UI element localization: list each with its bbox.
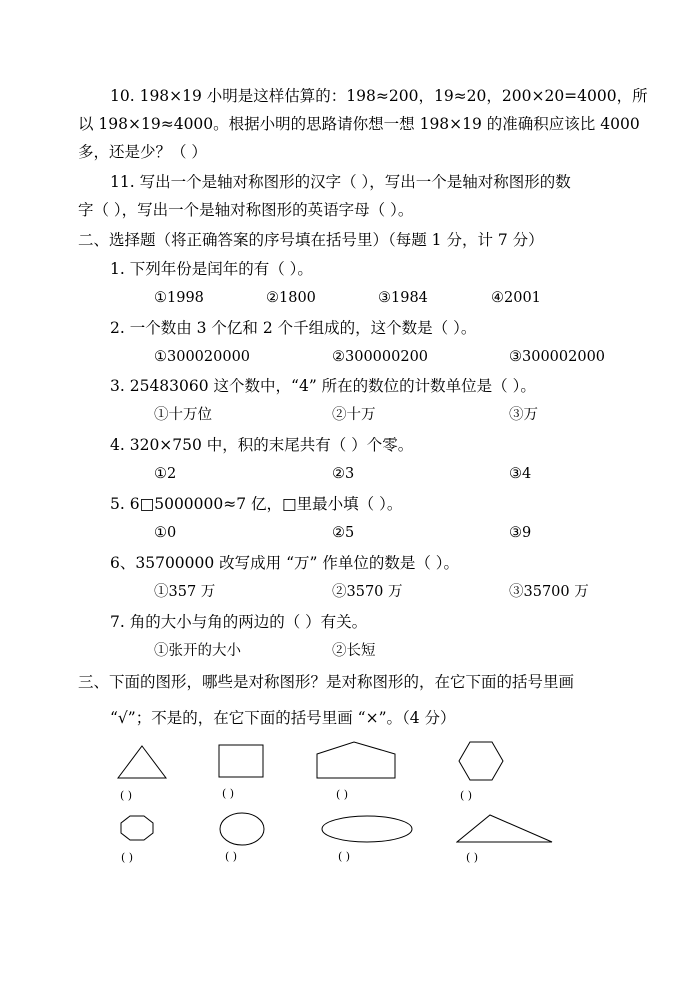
option: ①2 [154,466,177,482]
question-6: 6、35700000 改写成用 “万” 作单位的数是（ ）。 [110,554,460,572]
question-5: 5. 6□5000000≈7 亿，□里最小填（ ）。 [110,495,403,513]
option: ②300000200 [332,349,429,365]
option: ②十万 [332,407,376,423]
option: ③35700 万 [509,584,589,600]
question-3: 3. 25483060 这个数中，“4” 所在的数位的计数单位是（ ）。 [110,377,536,395]
option: ②1800 [266,290,316,306]
pentagon-shape [316,741,396,779]
option: ①十万位 [154,407,212,423]
ellipse-shape [219,812,265,846]
question-4: 4. 320×750 中，积的末尾共有（ ）个零。 [110,436,414,454]
option: ③300002000 [509,349,606,365]
hexagon-shape [458,741,504,781]
q11-line1: 11. 写出一个是轴对称图形的汉字（ ），写出一个是轴对称图形的数 [110,173,571,191]
rectangle-shape [218,744,264,778]
option: ②长短 [332,643,376,659]
answer-paren[interactable]: ( ) [120,789,133,802]
answer-paren[interactable]: ( ) [338,850,351,863]
q10-line2: 以 198×19≈4000。根据小明的思路请你想一想 198×19 的准确积应该比 4000 [78,115,640,133]
option: ①300020000 [154,349,251,365]
option: ③1984 [378,290,428,306]
answer-paren[interactable]: ( ) [460,789,473,802]
question-1: 1. 下列年份是闰年的有（ ）。 [110,260,313,278]
scalene-triangle-shape [456,814,554,844]
option: ③4 [509,466,532,482]
option: ②3 [332,466,355,482]
option: ①357 万 [154,584,216,600]
octagon-shape [120,815,154,841]
option: ①0 [154,525,177,541]
option: ①1998 [154,290,204,306]
answer-paren[interactable]: ( ) [222,787,235,800]
answer-paren[interactable]: ( ) [336,788,349,801]
option: ①张开的大小 [154,643,241,659]
option: ②3570 万 [332,584,403,600]
answer-paren[interactable]: ( ) [121,851,134,864]
triangle-shape [116,744,168,780]
q11-line2: 字（ ），写出一个是轴对称图形的英语字母（ ）。 [78,201,414,219]
answer-paren[interactable]: ( ) [466,851,479,864]
option: ④2001 [491,290,541,306]
section3-line1: 三、下面的图形，哪些是对称图形？是对称图形的，在它下面的括号里画 [78,673,575,691]
q10-line3: 多，还是少？（ ） [78,143,207,161]
section3-line2: “√”；不是的，在它下面的括号里画 “×”。（4 分） [110,709,456,727]
question-7: 7. 角的大小与角的两边的（ ）有关。 [110,613,368,631]
option: ③万 [509,407,538,423]
option: ③9 [509,525,532,541]
q10-line1: 10. 198×19 小明是这样估算的：198≈200，19≈20，200×20=4000，所 [110,87,648,105]
option: ②5 [332,525,355,541]
section2-title: 二、选择题（将正确答案的序号填在括号里）（每题 1 分，计 7 分） [78,231,544,249]
wide-ellipse-shape [321,815,413,843]
answer-paren[interactable]: ( ) [225,850,238,863]
question-2: 2. 一个数由 3 个亿和 2 个千组成的，这个数是（ ）。 [110,319,477,337]
